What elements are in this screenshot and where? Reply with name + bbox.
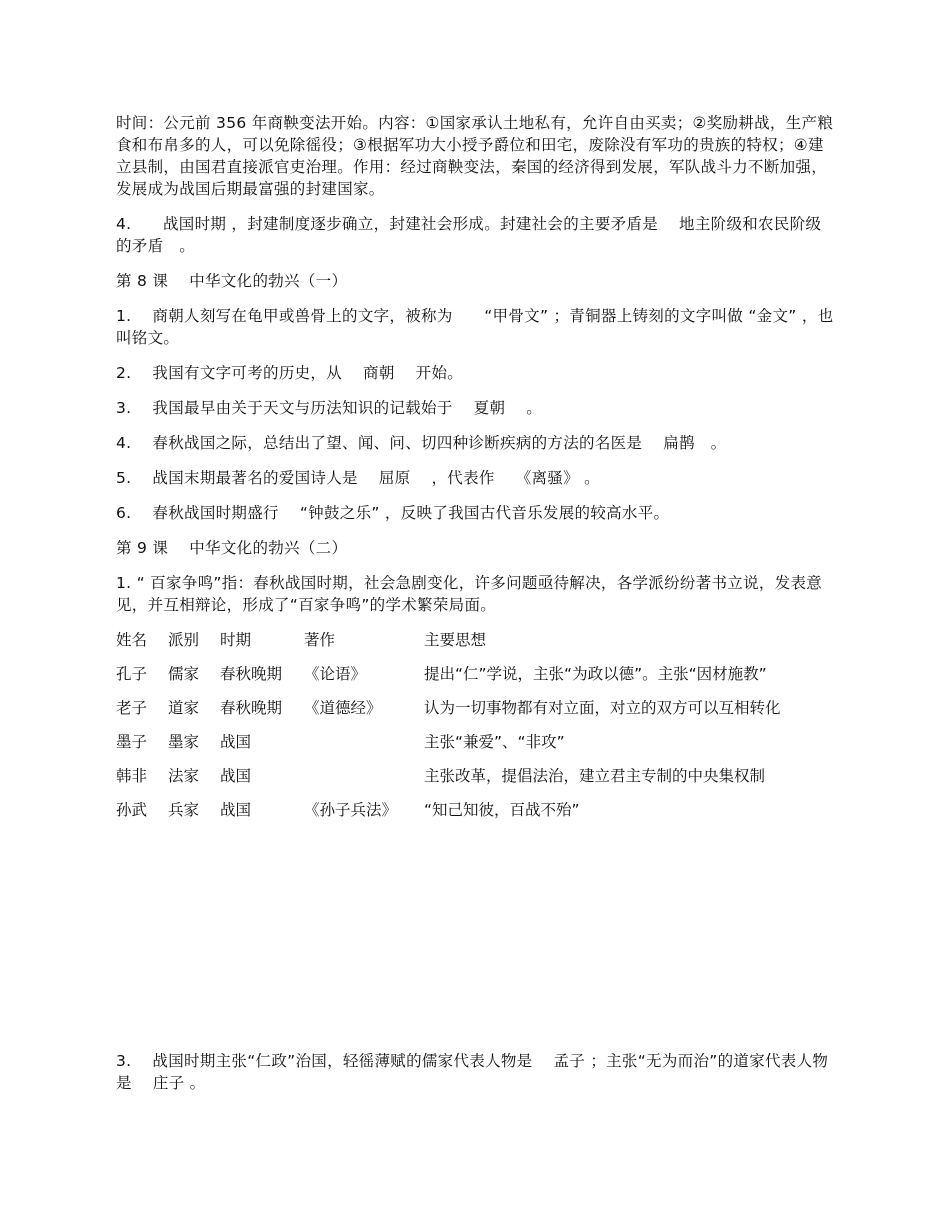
schools-table	[116, 629, 836, 821]
cell-school: 兵家	[168, 801, 200, 819]
cell-works: 《论语》	[304, 665, 367, 683]
lesson-8-item-5: 5. 战国末期最著名的爱国诗人是 屈原 ，代表作 《离骚》 。	[116, 469, 600, 487]
cell-name: 老子	[116, 699, 148, 717]
cell-school: 法家	[168, 767, 200, 785]
lesson-8-item-1: 1. 商朝人刻写在龟甲或兽骨上的文字，被称为 “甲骨文” ；青铜器上铸刻的文字叫做 “金文” ，也叫铭文。	[116, 307, 834, 347]
cell-school: 墨家	[168, 733, 200, 751]
document-page	[116, 112, 836, 833]
table-row	[116, 697, 836, 719]
cell-period: 春秋晚期	[220, 699, 283, 717]
header-name: 姓名	[116, 631, 148, 649]
cell-period: 战国	[220, 801, 252, 819]
cell-school: 道家	[168, 699, 200, 717]
lesson-9-heading: 第 9 课 中华文化的勃兴（二）	[116, 539, 348, 557]
table-row	[116, 731, 836, 753]
lesson-8-item-4: 4. 春秋战国之际，总结出了望、闻、问、切四种诊断疾病的方法的名医是 扁鹊 。	[116, 434, 727, 452]
table-row	[116, 799, 836, 821]
lesson-8-item-3: 3. 我国最早由关于天文与历法知识的记载始于 夏朝 。	[116, 399, 543, 417]
cell-works: 《道德经》	[304, 699, 382, 717]
table-row	[116, 765, 836, 787]
cell-period: 战国	[220, 733, 252, 751]
table-header-row	[116, 629, 836, 651]
lesson-8-item-2: 2. 我国有文字可考的历史，从 商朝 开始。	[116, 364, 464, 382]
intro-paragraph: 时间：公元前 356 年商鞅变法开始。内容：①国家承认土地私有，允许自由买卖；②奖励耕战，生产粮食和布帛多的人，可以免除徭役；③根据军功大小授予爵位和田宅，废除没有军功的贵族的特权；④建立县制，由国君直接派官吏治理。作用：经过商鞅变法，秦国的经济得到发展，军队战斗力不断加强，发展成为战国后期最富强的封建国家。	[116, 114, 834, 198]
cell-works	[304, 765, 424, 787]
lesson-9-item-1: 1. “ 百家争鸣”指：春秋战国时期，社会急剧变化，许多问题亟待解决，各学派纷纷著书立说，发表意见，并互相辩论，形成了“百家争鸣”的学术繁荣局面。	[116, 574, 823, 614]
item-4-paragraph: 4. 战国时期 ，封建制度逐步确立，封建社会形成。封建社会的主要矛盾是 地主阶级和农民阶级的矛盾 。	[116, 215, 822, 255]
header-school: 派别	[168, 631, 200, 649]
cell-name: 韩非	[116, 767, 148, 785]
item-3-paragraph: 3. 战国时期主张“仁政”治国，轻徭薄赋的儒家代表人物是 孟子 ；主张“无为而治”的道家代表人物是 庄子 。	[116, 1052, 829, 1092]
cell-name: 孔子	[116, 665, 148, 683]
cell-period: 战国	[220, 767, 252, 785]
cell-ideas: “知己知彼，百战不殆”	[424, 801, 580, 819]
cell-works	[304, 731, 424, 753]
lesson-8-item-6: 6. 春秋战国时期盛行 “钟鼓之乐” ，反映了我国古代音乐发展的较高水平。	[116, 504, 670, 522]
cell-ideas: 提出“仁”学说，主张“为政以德”。主张“因材施教”	[424, 665, 767, 683]
cell-ideas: 主张改革，提倡法治，建立君主专制的中央集权制	[424, 767, 766, 785]
lesson-8-heading: 第 8 课 中华文化的勃兴（一）	[116, 272, 348, 290]
header-works: 著作	[304, 631, 336, 649]
cell-name: 墨子	[116, 733, 148, 751]
cell-school: 儒家	[168, 665, 200, 683]
cell-ideas: 主张“兼爱”、“非攻”	[424, 733, 565, 751]
cell-works: 《孙子兵法》	[304, 801, 398, 819]
cell-period: 春秋晚期	[220, 665, 283, 683]
table-row	[116, 663, 836, 685]
cell-ideas: 认为一切事物都有对立面，对立的双方可以互相转化	[424, 699, 781, 717]
header-period: 时期	[220, 631, 252, 649]
header-ideas: 主要思想	[424, 631, 487, 649]
cell-name: 孙武	[116, 801, 148, 819]
